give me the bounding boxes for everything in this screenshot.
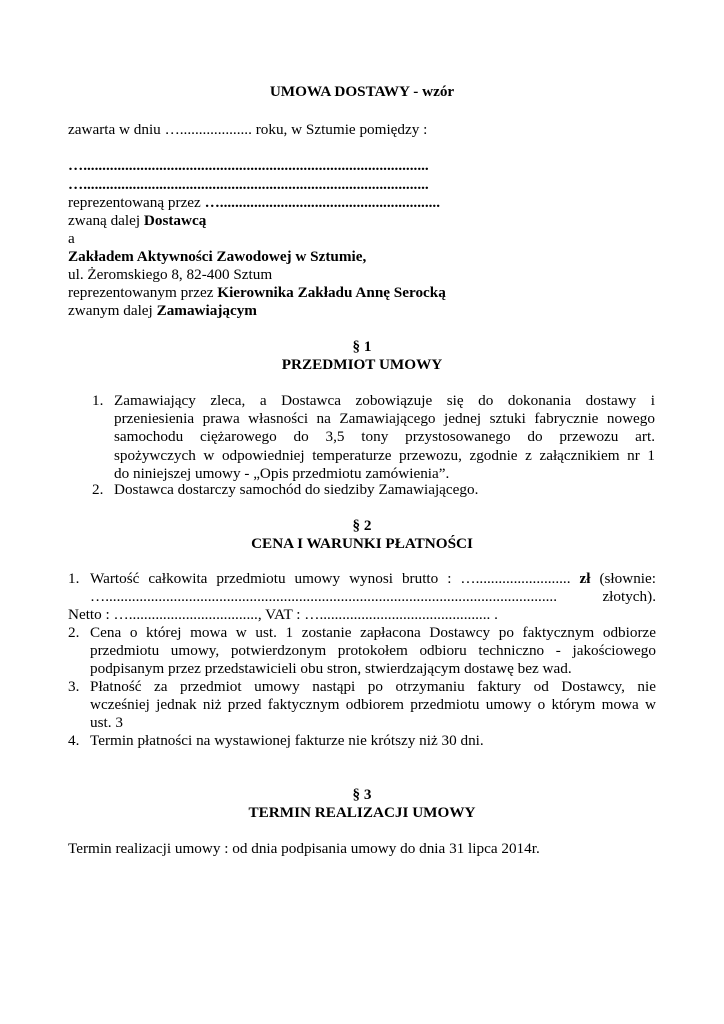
in-words-label: (słownie:: [590, 570, 656, 587]
section-2-item-2-text: [90, 624, 656, 679]
text-line: Cena o której mowa w ust. 1 zostanie zapłacona Dostawcy po faktycznym odbiorze: [90, 624, 656, 641]
text-line: samochodu ciężarowego do 3,5 tony przystosowanego do przewozu art.: [114, 428, 655, 446]
text-line: spożywczych w odpowiedniej temperaturze przewozu, zgodnie z załącznikiem nr 1: [114, 446, 655, 464]
section-3-heading: TERMIN REALIZACJI UMOWY: [248, 804, 476, 821]
section-2-item-1-text: [90, 570, 656, 606]
text-line: …....................................................................................................................... złotych).: [90, 588, 656, 606]
text-line: [90, 570, 656, 588]
text-line: Płatność za przedmiot umowy nastąpi po otrzymaniu faktury od Dostawcy, nie: [90, 678, 656, 695]
party1-dots-line-2: …...........................................................................................: [68, 176, 429, 193]
section-1-item-2-number: 2.: [92, 481, 104, 498]
section-2-item-3-number: 3.: [68, 678, 80, 695]
called-role-buyer: Zamawiającym: [156, 302, 257, 319]
section-1-item-1-text: [114, 392, 655, 483]
party2-represented-line: [68, 284, 446, 302]
party2-called-prefix: zwanym dalej: [68, 302, 157, 319]
section-2-item-4-text: Termin płatności na wystawionej fakturze nie krótszy niż 30 dni.: [90, 732, 484, 749]
section-1-item-2-text: Dostawca dostarczy samochód do siedziby Zamawiającego.: [114, 481, 479, 498]
text-line: przedmiotu umowy, potwierdzonym protokołem odbioru techniczno - jakościowego: [90, 642, 656, 660]
party2-name: Zakładem Aktywności Zawodowej w Sztumie,: [68, 248, 367, 265]
called-role-supplier: Dostawcą: [143, 212, 207, 229]
section-2-item-1-number: 1.: [68, 570, 80, 587]
document-title: UMOWA DOSTAWY - wzór: [269, 83, 455, 100]
called-prefix: zwaną dalej: [68, 212, 144, 229]
section-3-text: Termin realizacji umowy : od dnia podpisania umowy do dnia 31 lipca 2014r.: [68, 840, 540, 857]
text-line: podpisanym przez przedstawicieli obu stron, stwierdzającym dostawę bez wad.: [90, 660, 572, 678]
party1-dots-line-1: …...........................................................................................: [68, 157, 429, 174]
represented-dots: …..........................................................: [204, 194, 440, 211]
currency-bold: zł: [579, 570, 591, 587]
section-1-item-1-number: 1.: [92, 392, 104, 409]
section-1-heading: PRZEDMIOT UMOWY: [281, 356, 443, 373]
text-line: wcześniej jednak niż przed faktycznym odbiorem przedmiotu umowy o którym mowa w: [90, 696, 656, 714]
represented-label: reprezentowaną przez: [68, 194, 205, 211]
party2-called-line: [68, 302, 257, 320]
party2-rep-prefix: reprezentowanym przez: [68, 284, 218, 301]
section-3-mark: § 3: [352, 786, 372, 803]
price-gross-text: Wartość całkowita przedmiotu umowy wynosi brutto : ….........................: [90, 570, 580, 587]
signed-date-line: zawarta w dniu …................... roku, w Sztumie pomiędzy :: [68, 121, 428, 138]
section-2-item-3-text: [90, 678, 656, 733]
section-2-heading: CENA I WARUNKI PŁATNOŚCI: [251, 535, 473, 552]
text-line: przeniesienia prawa własności na Zamawiającego jednej sztuki fabrycznie nowego: [114, 410, 655, 428]
party2-address: ul. Żeromskiego 8, 82-400 Sztum: [68, 266, 273, 283]
text-line: ust. 3: [90, 714, 123, 732]
party1-represented-line: [68, 194, 440, 212]
and-word: a: [68, 230, 75, 247]
party1-called-line: [68, 212, 206, 230]
section-2-item-2-number: 2.: [68, 624, 80, 641]
text-line: do niniejszej umowy - „Opis przedmiotu zamówienia”.: [114, 464, 450, 482]
section-2-item-4-number: 4.: [68, 732, 80, 749]
section-1-mark: § 1: [352, 338, 372, 355]
section-2-mark: § 2: [352, 517, 372, 534]
party2-rep-name: Kierownika Zakładu Annę Serocką: [217, 284, 446, 301]
text-line: Zamawiający zleca, a Dostawca zobowiązuje się do dokonania dostawy i: [114, 392, 655, 409]
netto-vat-line: Netto : ….................................., VAT : …............................................. .: [68, 606, 498, 623]
